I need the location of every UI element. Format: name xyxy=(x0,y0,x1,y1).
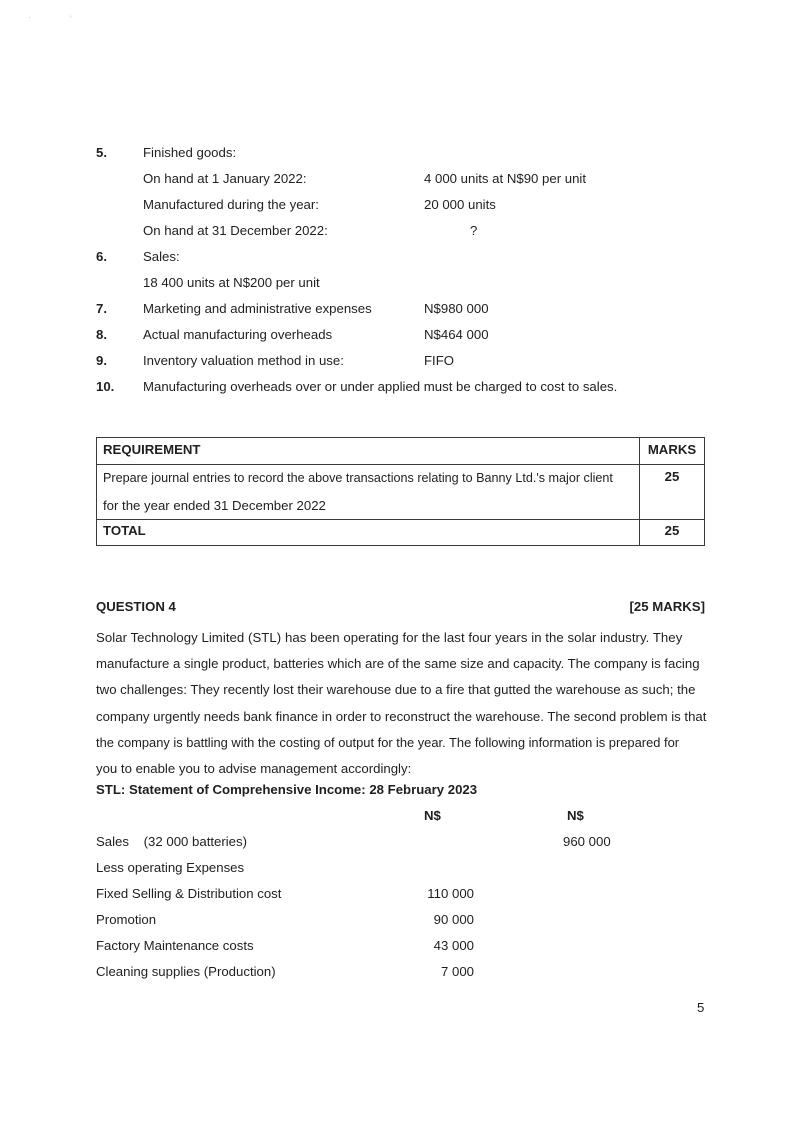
expense-label: Fixed Selling & Distribution cost xyxy=(96,886,282,901)
marks-cell: 25 xyxy=(640,465,705,520)
item-label: Manufacturing overheads over or under applied must be charged to cost to sales. xyxy=(143,379,618,394)
requirement-header: REQUIREMENT xyxy=(97,438,640,465)
requirement-cell xyxy=(97,465,640,520)
paragraph-line: the company is battling with the costing of output for the year. The following information is prepared for xyxy=(96,734,680,750)
scan-speck: · xyxy=(28,12,31,22)
item-number: 8. xyxy=(96,327,107,342)
item-detail: 18 400 units at N$200 per unit xyxy=(143,275,320,290)
item-label: Actual manufacturing overheads xyxy=(143,327,333,342)
paragraph-line: manufacture a single product, batteries which are of the same size and capacity. The company is facing xyxy=(96,656,700,672)
item-value: FIFO xyxy=(424,353,455,368)
question-title: QUESTION 4 xyxy=(96,599,176,614)
fg-row-value: 4 000 units at N$90 per unit xyxy=(424,171,587,186)
scan-speck: ' xyxy=(70,14,72,24)
item-value: N$464 000 xyxy=(424,327,489,342)
expense-value: 90 000 xyxy=(433,912,474,927)
sales-label: Sales (32 000 batteries) xyxy=(96,834,248,849)
less-expenses-label: Less operating Expenses xyxy=(96,860,245,875)
fg-row-value: ? xyxy=(470,223,478,238)
statement-title: STL: Statement of Comprehensive Income: 28 February 2023 xyxy=(96,782,478,797)
item-number: 5. xyxy=(96,145,107,160)
fg-row-value: 20 000 units xyxy=(424,197,496,212)
page-number: 5 xyxy=(697,1000,705,1015)
expense-value: 110 000 xyxy=(427,886,474,901)
table-header-row xyxy=(97,438,705,465)
question-marks: [25 MARKS] xyxy=(629,599,705,614)
fg-row-label: On hand at 1 January 2022: xyxy=(143,171,307,186)
total-marks: 25 xyxy=(640,520,705,546)
fg-row-label: Manufactured during the year: xyxy=(143,197,319,212)
paragraph-line: Solar Technology Limited (STL) has been operating for the last four years in the solar industry. They xyxy=(96,630,683,645)
total-row xyxy=(97,520,705,546)
expense-value: 43 000 xyxy=(433,938,474,953)
requirement-line: for the year ended 31 December 2022 xyxy=(103,498,326,513)
expense-label: Cleaning supplies (Production) xyxy=(96,964,276,979)
item-label: Sales: xyxy=(143,249,180,264)
question-paragraph xyxy=(96,625,705,782)
paragraph-line: you to enable you to advise management accordingly: xyxy=(96,761,412,777)
sales-value: 960 000 xyxy=(563,834,611,849)
item-value: N$980 000 xyxy=(424,301,489,316)
requirement-table xyxy=(96,437,705,546)
marks-header: MARKS xyxy=(640,438,705,465)
fg-row-label: On hand at 31 December 2022: xyxy=(143,223,328,238)
table-row xyxy=(97,465,705,520)
item-number: 10. xyxy=(96,379,115,394)
column-header: N$ xyxy=(567,808,584,823)
total-label: TOTAL xyxy=(97,520,640,546)
expense-value: 7 000 xyxy=(440,964,474,979)
expense-label: Factory Maintenance costs xyxy=(96,938,254,953)
paragraph-line: two challenges: They recently lost their warehouse due to a fire that gutted the warehouse as such; the xyxy=(96,682,696,698)
item-number: 9. xyxy=(96,353,107,368)
item-label: Marketing and administrative expenses xyxy=(143,301,372,316)
requirement-line: Prepare journal entries to record the above transactions relating to Banny Ltd.'s major client xyxy=(103,471,613,485)
paragraph-line: company urgently needs bank finance in order to reconstruct the warehouse. The second problem is that xyxy=(96,708,707,724)
expense-label: Promotion xyxy=(96,912,157,927)
item-label: Inventory valuation method in use: xyxy=(143,353,344,368)
item-number: 6. xyxy=(96,249,107,264)
item-number: 7. xyxy=(96,301,107,316)
item-label: Finished goods: xyxy=(143,145,237,160)
column-header: N$ xyxy=(424,808,441,823)
